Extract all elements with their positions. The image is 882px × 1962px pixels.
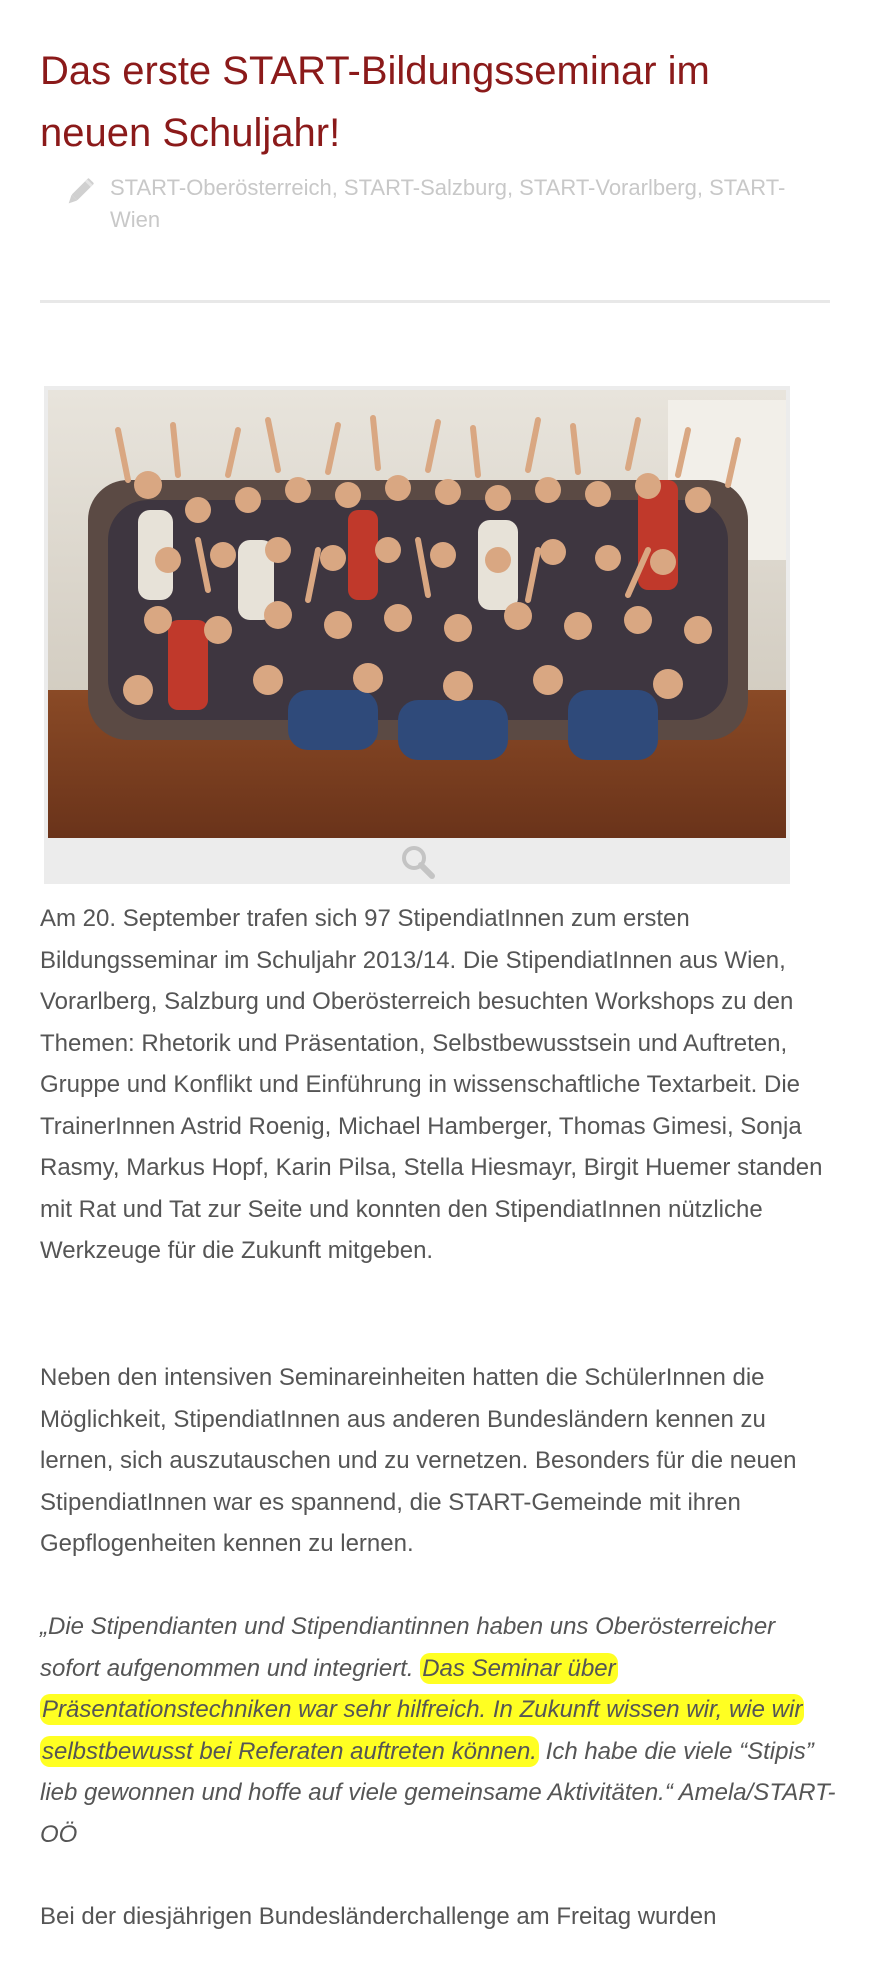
quote-highlighted-text: Das Seminar über Präsentationstechniken war sehr hilfreich. In Zukunft wissen wir, wie wir selbstbewusst bei Referaten auftreten können. <box>42 1654 803 1765</box>
paragraph-networking: Neben den intensiven Seminareinheiten hatten die SchülerInnen die Möglichkeit, StipendiatInnen aus anderen Bundesländern kennen zu lernen, sich auszutauschen und zu vernetzen. Besonders für die neuen StipendiatInnen war es spannend, die START-Gemeinde mit ihren Gepflogenheiten kennen zu lernen. <box>40 1364 797 1557</box>
group-photo-illustration <box>48 390 786 838</box>
divider <box>40 300 830 303</box>
article-categories[interactable]: START-Oberösterreich, START-Salzburg, START-Vorarlberg, START-Wien <box>110 175 786 232</box>
group-photo[interactable] <box>48 390 786 838</box>
quote-text-before: „Die Stipendianten und Stipendiantinnen haben uns Oberösterreicher sofort aufgenommen und integriert. <box>40 1613 776 1682</box>
paragraph-intro: Am 20. September trafen sich 97 StipendiatInnen zum ersten Bildungsseminar im Schuljahr 2013/14. Die StipendiatInnen aus Wien, Vorarlberg, Salzburg und Oberösterreich besuchten Workshops zu den Themen: Rhetorik und Präsentation, Selbstbewusstsein und Auftreten, Gruppe und Konflikt und Einführung in wissenschaftliche Textarbeit. Die TrainerInnen Astrid Roenig, Michael Hamberger, Thomas Gimesi, Sonja Rasmy, Markus Hopf, Karin Pilsa, Stella Hiesmayr, Birgit Huemer standen mit Rat und Tat zur Seite und konnten den StipendiatInnen nützliche Werkzeuge für die Zukunft mitgeben. <box>40 905 823 1264</box>
paragraph-challenge: Bei der diesjährigen Bundesländerchallenge am Freitag wurden <box>40 1903 717 1930</box>
article-image-frame[interactable] <box>44 386 790 884</box>
quote-text-after: Ich habe die viele “Stipis” lieb gewonnen und hoffe auf viele gemeinsame Aktivitäten.“ Amela/START-OÖ <box>40 1737 836 1848</box>
article-title[interactable]: Das erste START-Bildungsseminar im neuen Schuljahr! <box>40 49 710 155</box>
magnifier-icon[interactable] <box>400 844 436 880</box>
quote-block <box>40 1606 840 1855</box>
article-meta <box>62 172 830 236</box>
pencil-icon <box>62 174 98 210</box>
